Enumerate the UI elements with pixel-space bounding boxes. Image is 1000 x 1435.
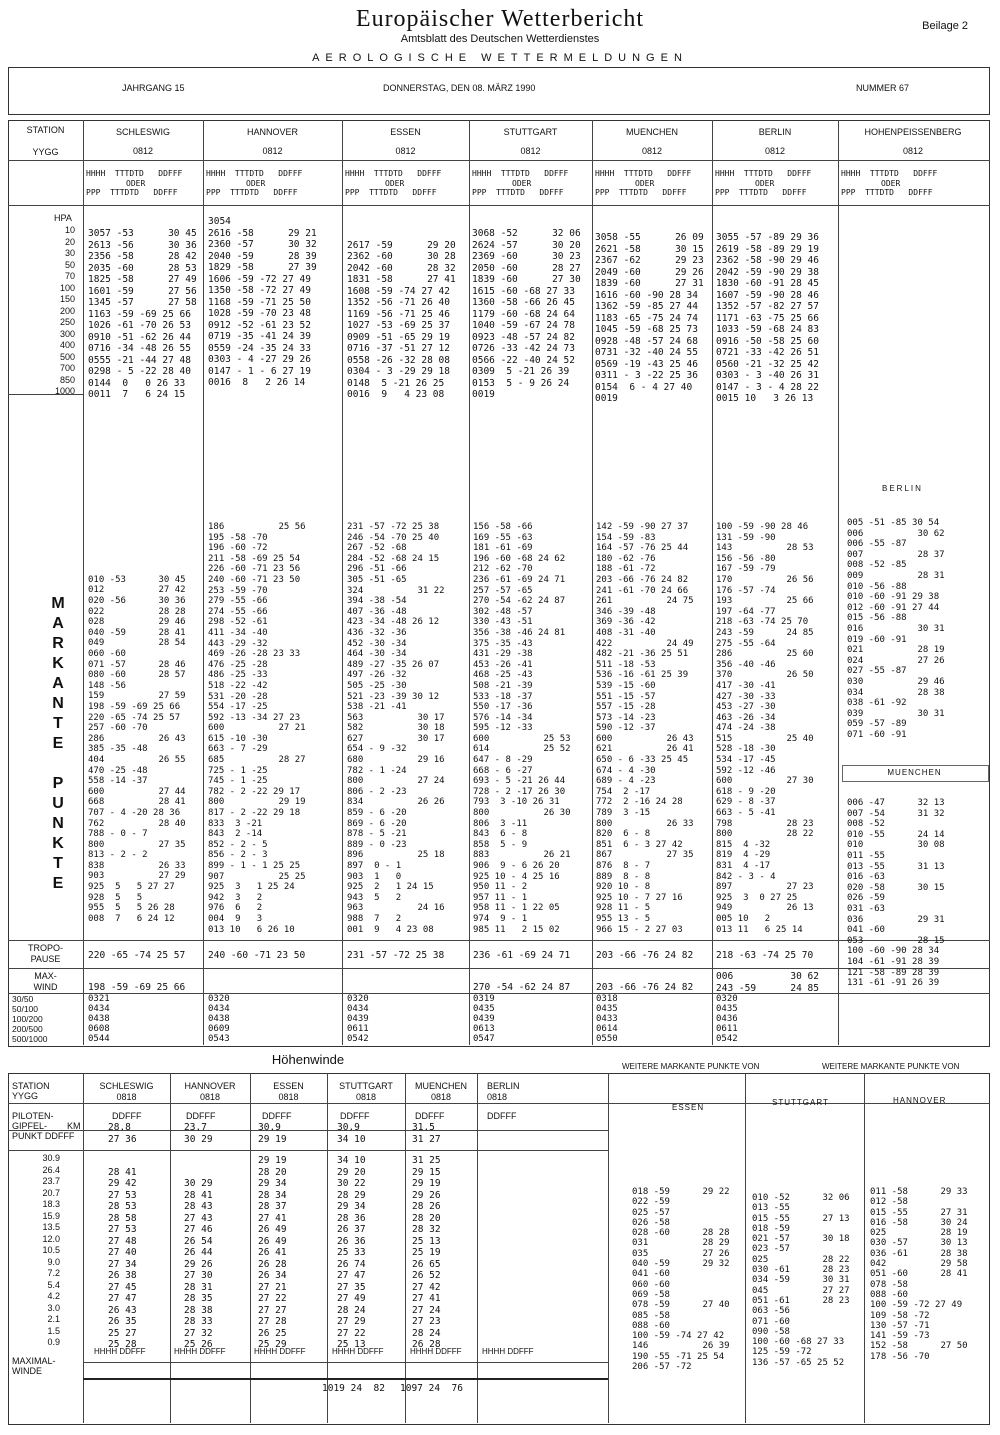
wind-time-muenchen: 0818 (430, 1092, 452, 1102)
mw-head-hannover: HHHH DDFFF (174, 1347, 226, 1356)
mw-head-stuttgart: HHHH DDFFF (332, 1347, 384, 1356)
mk-berlin: 100 -59 -90 28 46 131 -59 -90 143 28 53 156 -56 -80 167 -59 -79 170 26 56 176 -57 -74 193 25 66 197 -64 -77 218 -63 -74 25 70 243 -59 24 85 275 -55 -64 286 25 60 356 -40 -46 370 26 50 417 -30 -41 427 -30 -33 453 -27 -30 463 -26 -34 474 -24 -38 515 25 40 528 -18 -30 534 -17 -45 592 -12 -46 600 27 30 618 - 9 -20 629 - 8 -37 663 - 5 -41 798 28 23 800 28 22 815 4 -32 819 4 -29 831 4 -17 842 - 3 - 4 897 27 23 925 3 0 27 25 949 26 13 005 10 2 013 11 6 25 14 (716, 522, 814, 935)
wind-station-schleswig: SCHLESWIG (99, 1081, 154, 1091)
maxwind-label: MAX- WIND (33, 971, 58, 992)
winds-essen: 29 19 28 20 29 34 28 34 28 37 27 41 26 49 26 49 26 41 26 28 26 34 27 21 27 22 27 27 27 28 26 25 25 29 (258, 1155, 287, 1350)
time-hannover: 0812 (262, 146, 283, 156)
datum: DONNERSTAG, DEN 08. MÄRZ 1990 (383, 83, 536, 93)
maxwinde-muenchen: 1097 24 76 (400, 1383, 463, 1394)
wind-station-label: STATION (12, 1081, 50, 1091)
berlin-hp-label: BERLIN (882, 484, 923, 493)
std-berlin: 3055 -57 -89 29 36 2619 -58 -89 29 19 2362 -58 -90 29 46 2042 -59 -90 29 38 1830 -60 -91 28 45 1607 -59 -90 28 46 1352 -57 -82 27 57 1171 -63 -75 25 66 1033 -59 -68 24 83 0916 -50 -58 25 60 0721 -33 -42 26 51 0560 -21 -32 25 42 0303 - 3 -40 26 31 0147 - 3 - 4 28 22 0015 10 3 26 13 (716, 232, 819, 404)
colhead-hannover: HHHH TTTDTD DDFFF ODER PPP TTTDTD DDFFF (206, 169, 303, 197)
mk-schleswig: 010 -53 30 45 012 27 42 020 -56 30 36 022 28 28 028 29 46 040 -59 28 41 049 28 54 060 -60 071 -57 28 46 080 -60 28 57 148 -56 159 27 59 198 -59 -69 25 66 220 -65 -74 25 57 257 -60 -70 286 26 43 385 -35 -48 404 26 55 470 -25 -48 558 -14 -37 600 27 44 668 28 41 707 - 4 -20 28 36 762 28 40 788 - 0 - 7 800 27 35 813 - 2 - 2 838 26 33 903 27 29 925 5 5 27 27 928 5 5 955 5 5 26 28 008 7 6 24 12 (88, 574, 186, 924)
colhead-hohenpeissenberg: HHHH TTTDTD DDFFF ODER PPP TTTDTD DDFFF (841, 169, 938, 197)
mp-essen-label: ESSEN (672, 1103, 705, 1112)
layer-labels: 30/50 50/100 100/200 200/500 500/1000 (12, 994, 48, 1044)
gipfel-muenchen: 31.5 31 27 (412, 1122, 441, 1145)
wind-station-berlin: BERLIN (487, 1081, 520, 1091)
mw-head-schleswig: HHHH DDFFF (94, 1347, 146, 1356)
ddfff-hannover: DDFFF (186, 1111, 216, 1121)
std-muenchen: 3058 -55 26 09 2621 -58 30 15 2367 -62 29 23 2049 -60 29 26 1839 -60 27 31 1616 -60 -90 28 34 1362 -59 -85 27 44 1183 -65 -75 24 74 1045 -59 -68 25 73 0928 -48 -57 24 68 0731 -32 -40 24 55 0569 -19 -43 25 46 0311 - 3 -22 25 36 0154 6 - 4 27 40 0019 (595, 232, 704, 404)
std-stuttgart: 3068 -52 32 06 2624 -57 30 20 2369 -60 30 23 2050 -60 28 27 1839 -60 27 30 1615 -60 -68 27 33 1360 -58 -66 26 45 1179 -60 -68 24 64 1040 -59 -67 24 78 0923 -48 -57 24 82 0726 -33 -42 24 73 0566 -22 -40 24 52 0309 5 -21 26 39 0153 5 - 9 26 24 0019 (472, 228, 581, 400)
mp-hannover-data: 011 -58 29 33 012 -58 015 -55 27 31 016 -58 30 24 025 28 19 030 -57 30 13 036 -61 28 38 042 29 58 051 -60 28 41 078 -58 088 -60 100 -59 -72 27 49 109 -58 -72 130 -57 -71 141 -59 -73 152 -58 27 50 178 -56 -70 (870, 1187, 968, 1362)
tropo-essen: 231 -57 -72 25 38 (347, 950, 445, 961)
mk-essen: 231 -57 -72 25 38 246 -54 -70 25 40 267 -52 -68 284 -52 -68 24 15 296 -51 -66 305 -51 -65 324 31 22 394 -38 -54 407 -36 -48 423 -34 -48 26 12 436 -32 -36 452 -30 -34 464 -30 -34 489 -27 -35 26 07 497 -26 -32 505 -25 -30 521 -23 -39 30 12 538 -21 -41 563 30 17 582 30 18 627 30 17 654 - 9 -32 680 29 16 782 - 1 -24 800 27 24 806 - 2 -23 834 26 26 859 - 6 -20 869 - 6 -20 878 - 5 -21 889 - 0 -23 896 25 18 897 0 - 1 903 1 0 925 2 1 24 15 943 5 2 963 24 16 988 7 2 001 9 4 23 08 (347, 522, 445, 935)
mw-head-essen: HHHH DDFFF (254, 1347, 306, 1356)
tropo-hannover: 240 -60 -71 23 50 (208, 950, 306, 961)
time-schleswig: 0812 (132, 146, 154, 156)
ddfff-schleswig: DDFFF (112, 1111, 142, 1121)
colhead-muenchen: HHHH TTTDTD DDFFF ODER PPP TTTDTD DDFFF (595, 169, 692, 197)
mk-muenchen: 142 -59 -90 27 37 154 -59 -83 164 -57 -76 25 44 180 -62 -76 188 -61 -72 203 -66 -76 24 82 241 -61 -70 24 66 261 24 75 346 -39 -48 369 -36 -42 408 -31 -40 422 24 49 482 -21 -36 25 51 511 -18 -53 536 -16 -61 25 39 539 -15 -60 551 -15 -57 557 -15 -28 573 -14 -23 590 -12 -37 600 26 43 621 26 41 650 - 6 -33 25 45 674 - 4 -30 689 - 4 -23 754 2 -17 772 2 -16 24 28 789 3 -15 800 26 33 820 6 - 8 851 6 - 3 27 42 867 27 35 876 8 - 7 889 8 - 8 920 10 - 8 925 10 - 7 27 16 928 11 - 5 955 13 - 5 966 15 - 2 27 03 (596, 522, 694, 935)
mw-head-muenchen: HHHH DDFFF (410, 1347, 462, 1356)
winds-stuttgart: 34 10 29 20 30 22 28 29 29 34 28 36 26 37 26 36 25 33 26 74 27 47 27 35 27 49 28 24 27 29 27 22 25 13 (337, 1155, 366, 1350)
maxwind-muenchen: 203 -66 -76 24 82 (596, 982, 694, 993)
wind-station-hannover: HANNOVER (184, 1081, 236, 1091)
hp-muenchen-data: 006 -47 32 13 007 -54 31 32 008 -52 010 -55 24 14 010 30 08 011 -55 013 -55 31 13 016 -63 020 -58 30 15 026 -59 031 -63 036 29 31 041 -60 053 28 15 100 -60 -90 28 34 104 -61 -91 28 39 121 -58 -89 28 39 131 -61 -91 26 39 (847, 798, 945, 989)
tropo-stuttgart: 236 -61 -69 24 71 (473, 950, 571, 961)
layer-schleswig: 0321 0434 0438 0608 0544 (88, 994, 110, 1044)
layer-berlin: 0320 0435 0436 0611 0542 (716, 994, 738, 1044)
tropo-berlin: 218 -63 -74 25 70 (716, 950, 814, 961)
station-label: STATION (26, 125, 65, 135)
maxwinde-stuttgart: 1019 24 82 (322, 1383, 385, 1394)
section-title: AEROLOGISCHE WETTERMELDUNGEN (312, 52, 688, 64)
nummer: NUMMER 67 (856, 83, 910, 93)
station-stuttgart: STUTTGART (503, 127, 558, 137)
mk-hannover: 186 25 56 195 -58 -70 196 -60 -72 211 -58 -69 25 54 226 -60 -71 23 56 240 -60 -71 23 50 253 -59 -70 279 -55 -66 274 -55 -66 298 -52 -61 411 -34 -40 443 -29 -32 469 -26 -28 23 33 476 -25 -28 486 -25 -33 518 -22 -42 531 -20 -28 554 -17 -25 592 -13 -34 27 23 600 27 21 615 -10 -30 663 - 7 -29 685 28 27 725 - 1 -25 745 - 1 -25 782 - 2 -22 29 17 800 29 19 817 - 2 -22 29 18 833 3 -21 843 2 -14 852 - 2 - 5 856 - 2 - 3 899 - 1 - 1 25 25 907 25 25 925 3 1 25 24 942 3 2 976 6 2 004 9 3 013 10 6 26 10 (208, 522, 306, 935)
maxwind-berlin: 006 30 62 243 -59 24 85 (716, 971, 819, 994)
station-berlin: BERLIN (758, 127, 792, 137)
gipfel-hannover: 23.7 30 29 (184, 1122, 213, 1145)
ddfff-berlin: DDFFF (487, 1111, 517, 1121)
pilot-label: PILOTEN- GIPFEL- KM PUNKT DDFFF (12, 1111, 81, 1141)
colhead-essen: HHHH TTTDTD DDFFF ODER PPP TTTDTD DDFFF (345, 169, 442, 197)
gipfel-stuttgart: 30.9 34 10 (337, 1122, 366, 1145)
maxwind-schleswig: 198 -59 -69 25 66 (88, 982, 186, 993)
colhead-schleswig: HHHH TTTDTD DDFFF ODER PPP TTTDTD DDFFF (86, 169, 183, 197)
station-essen: ESSEN (390, 127, 421, 137)
wind-time-schleswig: 0818 (116, 1092, 137, 1102)
mk-stuttgart: 156 -58 -66 169 -55 -63 181 -61 -69 196 -60 -68 24 62 212 -62 -70 236 -61 -69 24 71 257 -57 -65 270 -54 -62 24 87 302 -48 -57 330 -43 -51 356 -38 -46 24 81 375 -35 -43 431 -29 -38 453 -26 -41 468 -25 -43 508 -21 -39 533 -18 -37 550 -17 -36 576 -14 -34 595 -12 -33 600 25 53 614 25 52 647 - 8 -29 668 - 6 -27 693 - 5 -21 26 44 728 - 2 -17 26 30 793 3 -10 26 31 800 26 30 806 3 -11 843 6 - 8 858 5 - 9 883 26 21 906 9 - 6 26 20 925 10 - 4 25 16 950 11 - 2 957 11 - 1 958 11 - 1 22 05 974 9 - 1 985 11 2 15 02 (473, 522, 571, 935)
ddfff-stuttgart: DDFFF (340, 1111, 370, 1121)
jahrgang: JAHRGANG 15 (122, 83, 185, 93)
wind-station-essen: ESSEN (273, 1081, 304, 1091)
time-essen: 0812 (395, 146, 416, 156)
beilage-label: Beilage 2 (922, 20, 968, 32)
station-hannover: HANNOVER (246, 127, 298, 137)
wind-time-stuttgart: 0818 (355, 1092, 377, 1102)
hoehenwinde-title: Höhenwinde (271, 1052, 345, 1067)
colhead-berlin: HHHH TTTDTD DDFFF ODER PPP TTTDTD DDFFF (715, 169, 812, 197)
muenchen-hp-label: MUENCHEN (887, 768, 942, 777)
mp-hannover-label: HANNOVER (893, 1096, 947, 1105)
maxwinde-label: MAXIMAL- WINDE (12, 1356, 56, 1376)
hpa-levels: 10 20 30 50 70 100 150 200 250 300 400 500 700 850 1000 (54, 225, 75, 396)
layer-essen: 0320 0434 0439 0611 0542 (347, 994, 369, 1044)
wind-station-stuttgart: STUTTGART (339, 1081, 393, 1091)
hpa-label: HPA (54, 213, 72, 223)
gipfel-schleswig: 28.8 27 36 (108, 1122, 137, 1145)
wind-time-essen: 0818 (278, 1092, 299, 1102)
mw-head-berlin: HHHH DDFFF (482, 1347, 534, 1356)
layer-stuttgart: 0319 0435 0439 0613 0547 (473, 994, 495, 1044)
maxwind-stuttgart: 270 -54 -62 24 87 (473, 982, 571, 993)
wind-yygg-label: YYGG (12, 1091, 39, 1101)
std-hannover: 3054 2616 -58 29 21 2360 -57 30 32 2040 -59 28 39 1829 -58 27 39 1606 -59 -72 27 49 1350 -58 -72 27 49 1168 -59 -71 25 50 1028 -59 -70 23 48 0912 -52 -61 23 52 0719 -35 -41 24 39 0559 -24 -35 24 33 0303 - 4 -27 29 26 0147 - 1 - 6 27 19 0016 8 2 26 14 (208, 216, 317, 388)
tropo-label: TROPO- PAUSE (28, 943, 63, 964)
layer-muenchen: 0318 0435 0433 0614 0550 (596, 994, 618, 1044)
station-hohenpeissenberg: HOHENPEISSENBERG (864, 127, 962, 137)
tropo-muenchen: 203 -66 -76 24 82 (596, 950, 694, 961)
winds-hannover: 30 29 28 41 28 43 27 43 27 46 26 54 26 44 29 26 27 30 28 31 28 35 28 38 28 33 27 32 25 26 (184, 1178, 213, 1350)
tropo-schleswig: 220 -65 -74 25 57 (88, 950, 186, 961)
time-hohenpeissenberg: 0812 (902, 146, 924, 156)
station-muenchen: MUENCHEN (625, 127, 678, 137)
gipfel-essen: 30.9 29 19 (258, 1122, 287, 1145)
winds-muenchen: 31 25 29 15 29 19 29 26 28 26 28 20 28 32 25 13 25 19 26 65 26 52 27 42 27 41 27 24 27 23 28 24 26 28 (412, 1155, 441, 1350)
weitere-label-1: WEITERE MARKANTE PUNKTE VON (622, 1062, 760, 1071)
time-berlin: 0812 (764, 146, 786, 156)
report-title: Europäischer Wetterbericht (355, 6, 645, 32)
mp-stuttgart-label: STUTTGART (772, 1098, 829, 1107)
wind-station-muenchen: MUENCHEN (414, 1081, 467, 1091)
mk-hp-berlin: 005 -51 -85 30 54 006 30 62 006 -55 -87 007 28 37 008 -52 -85 009 28 31 010 -56 -88 010 -60 -91 29 38 012 -60 -91 27 44 015 -56 -88 016 30 31 019 -60 -91 021 28 19 024 27 26 027 -55 -87 030 29 46 034 28 38 038 -61 -92 039 30 31 059 -57 -89 071 -60 -91 (847, 518, 945, 740)
station-schleswig: SCHLESWIG (115, 127, 170, 137)
report-subtitle: Amtsblatt des Deutschen Wetterdienstes (400, 33, 600, 45)
colhead-stuttgart: HHHH TTTDTD DDFFF ODER PPP TTTDTD DDFFF (472, 169, 569, 197)
yygg-label: YYGG (32, 147, 59, 157)
time-stuttgart: 0812 (520, 146, 541, 156)
markante-letters: M A R K A N T E P U N K T E (51, 595, 65, 892)
ddfff-essen: DDFFF (262, 1111, 292, 1121)
km-levels: 30.9 26.4 23.7 20.7 18.3 15.9 13.5 12.0 10.5 9.0 7.2 5.4 4.2 3.0 2.1 1.5 0.9 (42, 1153, 60, 1347)
time-muenchen: 0812 (641, 146, 663, 156)
layer-hannover: 0320 0434 0438 0609 0543 (208, 994, 230, 1044)
wind-time-berlin: 0818 (487, 1092, 508, 1102)
mp-essen-data: 018 -59 29 22 022 -59 025 -57 026 -58 028 -60 28 28 031 28 29 035 27 26 040 -59 29 32 041 -60 060 -60 069 -58 078 -59 27 40 085 -58 088 -60 100 -59 -74 27 42 146 26 39 190 -55 -71 25 54 206 -57 -72 (632, 1187, 730, 1373)
ddfff-muenchen: DDFFF (415, 1111, 445, 1121)
mp-stuttgart-data: 010 -52 32 06 013 -55 015 -55 27 13 018 -59 021 -57 30 18 023 -57 025 28 22 030 -61 28 23 034 -59 30 31 045 27 27 051 -61 28 23 063 -56 071 -60 090 -58 100 -60 -68 27 33 125 -59 -72 136 -57 -65 25 52 (752, 1193, 850, 1368)
std-essen: 2617 -59 29 20 2362 -60 30 28 2042 -60 28 32 1831 -58 27 41 1608 -59 -74 27 42 1352 -56 -71 26 40 1169 -56 -71 25 46 1027 -53 -69 25 37 0909 -51 -65 29 19 0716 -37 -51 27 12 0558 -26 -32 28 08 0304 - 3 -29 29 18 0148 5 -21 26 25 0016 9 4 23 08 (347, 239, 456, 400)
std-schleswig: 3057 -53 30 45 2613 -56 30 36 2356 -58 28 42 2035 -60 28 53 1825 -58 27 49 1601 -59 27 56 1345 -57 27 58 1163 -59 -69 25 66 1026 -61 -70 26 53 0910 -51 -62 26 44 0716 -34 -48 26 55 0555 -21 -44 27 48 0298 - 5 -22 28 40 0144 0 0 26 33 0011 7 6 24 15 (88, 228, 197, 400)
winds-schleswig: 28 41 29 42 27 53 28 53 28 58 27 53 27 48 27 40 27 34 26 38 27 45 27 47 26 43 26 35 25 27 25 28 (108, 1166, 137, 1350)
wind-time-hannover: 0818 (199, 1092, 221, 1102)
weitere-label-2: WEITERE MARKANTE PUNKTE VON (822, 1062, 960, 1071)
